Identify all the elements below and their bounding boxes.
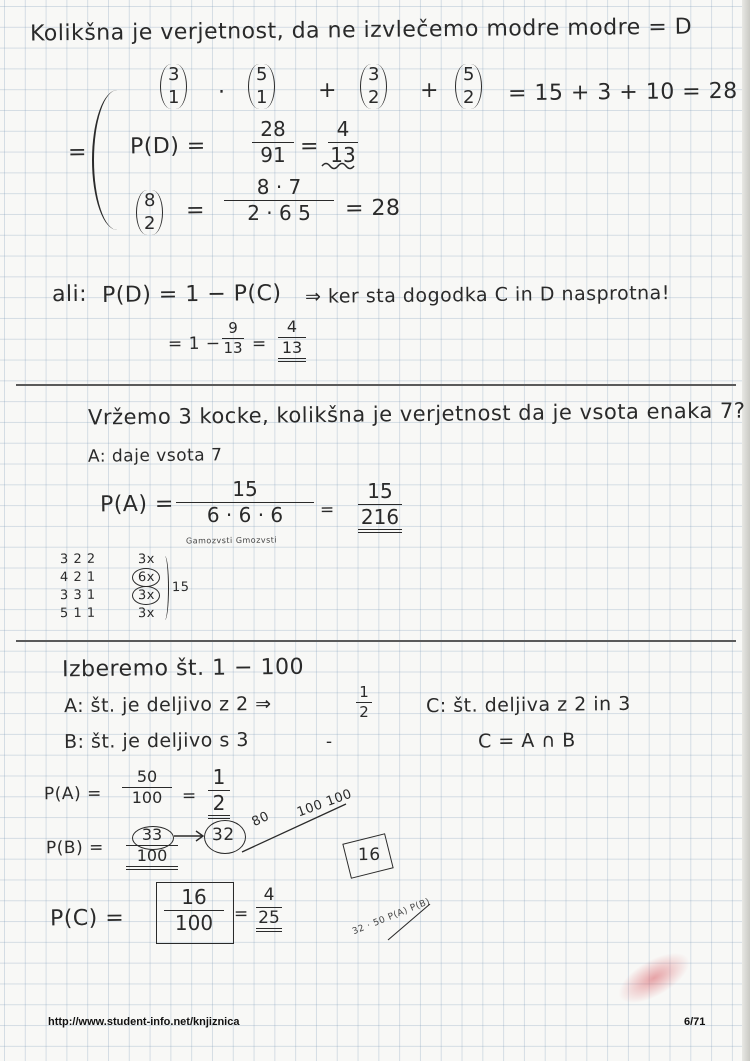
side-note: 32 · 50 P(A) P(B) bbox=[351, 896, 432, 938]
ali2-fraction bbox=[222, 320, 244, 358]
denominator: 100 bbox=[131, 788, 163, 808]
denominator: 100 bbox=[126, 847, 178, 869]
numerator: 1 bbox=[359, 683, 369, 701]
combo-count: 3x bbox=[137, 587, 156, 604]
pb-fraction bbox=[126, 826, 178, 870]
equals-sign: = bbox=[67, 139, 88, 166]
denominator: 91 bbox=[260, 143, 286, 167]
pc-result-fraction bbox=[256, 886, 282, 932]
left-brace bbox=[92, 90, 134, 230]
combo-count: 3x bbox=[137, 605, 156, 622]
combo-count: 3x bbox=[137, 551, 156, 568]
pa-result-fraction bbox=[208, 766, 230, 819]
binomial-3-2 bbox=[360, 64, 387, 109]
scribble-100: 100 100 bbox=[295, 786, 355, 821]
numerator: 9 bbox=[228, 319, 238, 337]
numerator: 8 · 7 bbox=[256, 175, 302, 199]
a-fraction bbox=[356, 684, 372, 722]
ali-explanation: ⇒ ker sta dogodka C in D nasprotna! bbox=[304, 282, 670, 308]
equals-sign: = bbox=[185, 197, 206, 224]
pa-result-fraction bbox=[358, 480, 402, 533]
denominator: 25 bbox=[258, 907, 280, 928]
numerator: 4 bbox=[263, 885, 275, 905]
binom-bottom: 1 bbox=[168, 86, 180, 108]
ali-expression: P(D) = 1 − P(C) bbox=[101, 281, 282, 308]
page-number: 6/71 bbox=[684, 1016, 706, 1028]
pc-label: P(C) = bbox=[49, 905, 125, 932]
binom-top: 3 bbox=[368, 64, 380, 85]
numerator: 33 bbox=[141, 825, 163, 844]
event-b-definition: B: št. je deljivo s 3 bbox=[63, 729, 250, 753]
page-binding-edge bbox=[742, 0, 750, 1061]
numerator: 16 bbox=[181, 885, 207, 909]
boxed-16-text: 16 bbox=[357, 844, 381, 866]
pa-fraction bbox=[122, 768, 172, 808]
circled-value-text: 32 bbox=[211, 824, 235, 846]
ali2-prefix: = 1 − bbox=[167, 333, 221, 355]
binomial-5-2 bbox=[455, 64, 482, 109]
numerator: 50 bbox=[136, 767, 158, 786]
denominator: 100 bbox=[174, 911, 214, 935]
binom-top: 5 bbox=[463, 64, 475, 85]
denominator: 13 bbox=[281, 338, 303, 358]
binomial-5-1 bbox=[248, 64, 275, 109]
section-divider bbox=[16, 640, 736, 642]
pd-fraction bbox=[252, 118, 294, 167]
denominator: 13 bbox=[330, 143, 356, 167]
pa-label: P(A) = bbox=[99, 491, 175, 518]
event-a-definition: A: daje vsota 7 bbox=[87, 445, 223, 467]
combo-row: 3 3 1 bbox=[59, 587, 96, 604]
pa-fraction bbox=[176, 478, 314, 527]
combo-count: 6x bbox=[137, 569, 156, 586]
pd-label: P(D) = bbox=[129, 133, 206, 160]
section3-title: Izberemo št. 1 − 100 bbox=[61, 654, 305, 683]
side-stroke bbox=[384, 900, 434, 944]
binomial-3-1 bbox=[160, 64, 187, 109]
plus-sign: + bbox=[419, 77, 440, 104]
denominator: 216 bbox=[360, 505, 400, 529]
binom-bottom: 2 bbox=[368, 86, 380, 108]
scribble-80: 80 bbox=[249, 808, 272, 831]
event-c-definition: C: št. deljiva z 2 in 3 bbox=[425, 692, 631, 718]
plus-sign: + bbox=[317, 77, 338, 104]
combo-row: 3 2 2 bbox=[59, 551, 96, 568]
equals-sign: = bbox=[319, 499, 335, 521]
binom-top: 5 bbox=[256, 64, 268, 85]
pa-label: P(A) = bbox=[43, 783, 102, 805]
equals-sign: = bbox=[181, 785, 197, 807]
section2-title: Vržemo 3 kocke, kolikšna je verjetnost da je vsota enaka 7? bbox=[87, 398, 746, 430]
denominator: 13 bbox=[223, 339, 243, 358]
denominator: 2 bbox=[212, 791, 226, 815]
binom-top: 8 bbox=[144, 190, 156, 211]
section1-title: Kolikšna je verjetnost, da ne izvlečemo modre modre = D bbox=[29, 14, 693, 47]
numerator: 4 bbox=[286, 317, 298, 336]
footer-url: http://www.student-info.net/knjiznica bbox=[48, 1016, 240, 1028]
binom-top: 3 bbox=[168, 64, 180, 85]
pc-fraction bbox=[164, 886, 224, 935]
binom-bottom: 1 bbox=[256, 86, 268, 108]
c-intersection: C = A ∩ B bbox=[477, 729, 576, 753]
arrow-to-circle bbox=[172, 828, 208, 842]
equals-sign: = bbox=[251, 333, 267, 355]
equals-sign: = bbox=[299, 133, 320, 160]
numerator: 15 bbox=[367, 479, 393, 503]
binomial-8-2 bbox=[136, 190, 163, 235]
numerator: 15 bbox=[232, 477, 258, 501]
times-sign: · bbox=[217, 79, 226, 106]
denominator: 2 bbox=[359, 703, 369, 722]
numerator: 1 bbox=[212, 765, 226, 789]
binom-bottom: 2 bbox=[463, 86, 475, 108]
b8-fraction bbox=[224, 176, 334, 225]
sum-result: = 15 + 3 + 10 = 28 bbox=[507, 78, 738, 107]
binom-bottom: 2 bbox=[144, 212, 156, 234]
list-total: 15 bbox=[171, 579, 190, 596]
event-a-definition: A: št. je deljivo z 2 ⇒ bbox=[63, 692, 272, 718]
denominator: 2 · 6 5 bbox=[247, 201, 311, 225]
wavy-underline bbox=[320, 160, 360, 170]
denominator: 6 · 6 · 6 bbox=[206, 503, 284, 527]
tiny-note: Gamozvsti Gmozvsti bbox=[185, 535, 278, 546]
ali2-result-fraction bbox=[278, 318, 306, 362]
section-divider bbox=[16, 384, 736, 386]
numerator: 28 bbox=[260, 117, 286, 141]
b8-result: = 28 bbox=[344, 195, 401, 222]
ali-label: ali: bbox=[51, 281, 88, 308]
combo-row: 5 1 1 bbox=[59, 605, 96, 622]
pb-label: P(B) = bbox=[45, 837, 104, 859]
numerator: 4 bbox=[336, 117, 350, 141]
equals-sign: = bbox=[233, 903, 249, 925]
stray-mark: - bbox=[325, 731, 333, 753]
combo-row: 4 2 1 bbox=[59, 569, 96, 586]
